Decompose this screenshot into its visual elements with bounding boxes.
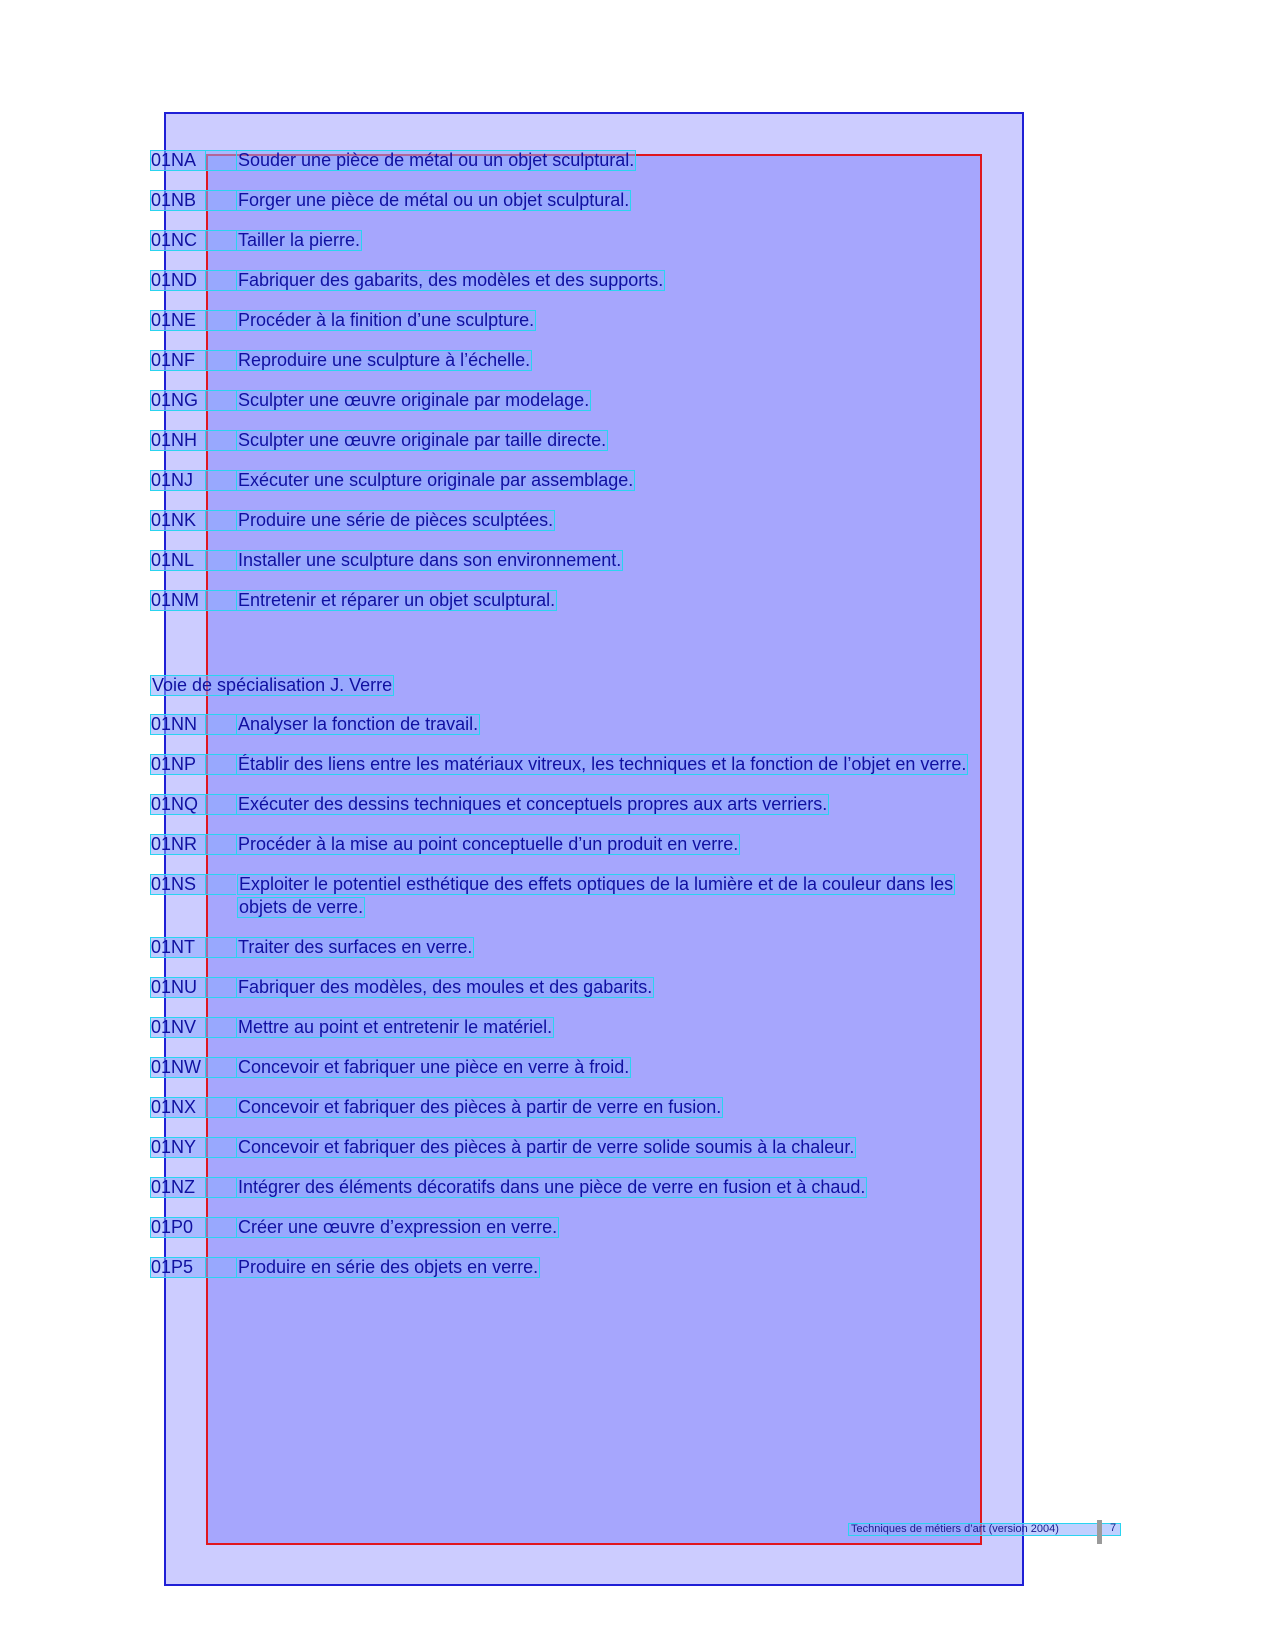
competency-code: 01NX: [150, 1097, 206, 1118]
competency-code: 01NQ: [150, 794, 206, 815]
competency-text: Reproduire une sculpture à l’échelle.: [238, 350, 531, 370]
competency-text: Concevoir et fabriquer des pièces à partir de verre en fusion.: [238, 1097, 722, 1117]
competency-text: Souder une pièce de métal ou un objet sculptural.: [238, 150, 635, 170]
competency-code: 01NC: [150, 230, 206, 251]
competency-code: 01NN: [150, 714, 206, 735]
competency-code: 01NJ: [150, 470, 206, 491]
competency-text: [236, 874, 1061, 918]
competency-code: 01NF: [150, 350, 206, 371]
competency-code: 01NB: [150, 190, 206, 211]
competency-text: Exécuter des dessins techniques et conceptuels propres aux arts verriers.: [238, 794, 828, 814]
competency-text: Fabriquer des modèles, des moules et des gabarits.: [238, 977, 653, 997]
competency-text: Fabriquer des gabarits, des modèles et des supports.: [238, 270, 664, 290]
competency-text: Établir des liens entre les matériaux vitreux, les techniques et la fonction de l’objet en verre.: [238, 754, 967, 774]
competency-text: Exécuter une sculpture originale par assemblage.: [238, 470, 634, 490]
competency-text: Analyser la fonction de travail.: [238, 714, 479, 734]
competency-code: 01NA: [150, 150, 206, 171]
competency-text: Sculpter une œuvre originale par taille directe.: [238, 430, 607, 450]
competency-code: 01NR: [150, 834, 206, 855]
competency-text: Sculpter une œuvre originale par modelage.: [238, 390, 590, 410]
competency-code: 01NY: [150, 1137, 206, 1158]
competency-text: Concevoir et fabriquer une pièce en verre à froid.: [238, 1057, 630, 1077]
competency-code: 01NV: [150, 1017, 206, 1038]
competency-text-line: objets de verre.: [239, 897, 364, 917]
competency-text: Concevoir et fabriquer des pièces à partir de verre solide soumis à la chaleur.: [238, 1137, 855, 1157]
competency-text: Procéder à la mise au point conceptuelle d’un produit en verre.: [238, 834, 739, 854]
section-heading: Voie de spécialisation J. Verre: [152, 675, 393, 695]
footer-divider: [1097, 1520, 1102, 1544]
competency-code: 01NT: [150, 937, 206, 958]
competency-text: Produire en série des objets en verre.: [238, 1257, 539, 1277]
competency-code: 01P5: [150, 1257, 206, 1278]
competency-text: Entretenir et réparer un objet sculptural.: [238, 590, 556, 610]
competency-code: 01NL: [150, 550, 206, 571]
competency-text: Produire une série de pièces sculptées.: [238, 510, 554, 530]
competency-code: 01P0: [150, 1217, 206, 1238]
competency-text: Intégrer des éléments décoratifs dans une pièce de verre en fusion et à chaud.: [238, 1177, 866, 1197]
competency-text: Forger une pièce de métal ou un objet sculptural.: [238, 190, 630, 210]
competency-text-line: Exploiter le potentiel esthétique des effets optiques de la lumière et de la couleur dans les: [239, 874, 954, 894]
page-number: 7: [1110, 1522, 1117, 1534]
competency-code: 01NP: [150, 754, 206, 775]
competency-code: 01NG: [150, 390, 206, 411]
competency-text: Installer une sculpture dans son environnement.: [238, 550, 622, 570]
competency-code: 01NH: [150, 430, 206, 451]
competency-code: 01NS: [150, 874, 206, 895]
competency-text: Créer une œuvre d’expression en verre.: [238, 1217, 558, 1237]
competency-code: 01NZ: [150, 1177, 206, 1198]
competency-text: Tailler la pierre.: [238, 230, 361, 250]
competency-code: 01NU: [150, 977, 206, 998]
competency-code: 01NE: [150, 310, 206, 331]
competency-code: 01ND: [150, 270, 206, 291]
competency-code: 01NW: [150, 1057, 206, 1078]
competency-code: 01NM: [150, 590, 206, 611]
page-footer: Techniques de métiers d’art (version 2004): [848, 1523, 1121, 1536]
competency-code: 01NK: [150, 510, 206, 531]
competency-text: Traiter des surfaces en verre.: [238, 937, 473, 957]
competency-text: Procéder à la finition d’une sculpture.: [238, 310, 535, 330]
competency-text: Mettre au point et entretenir le matériel.: [238, 1017, 553, 1037]
